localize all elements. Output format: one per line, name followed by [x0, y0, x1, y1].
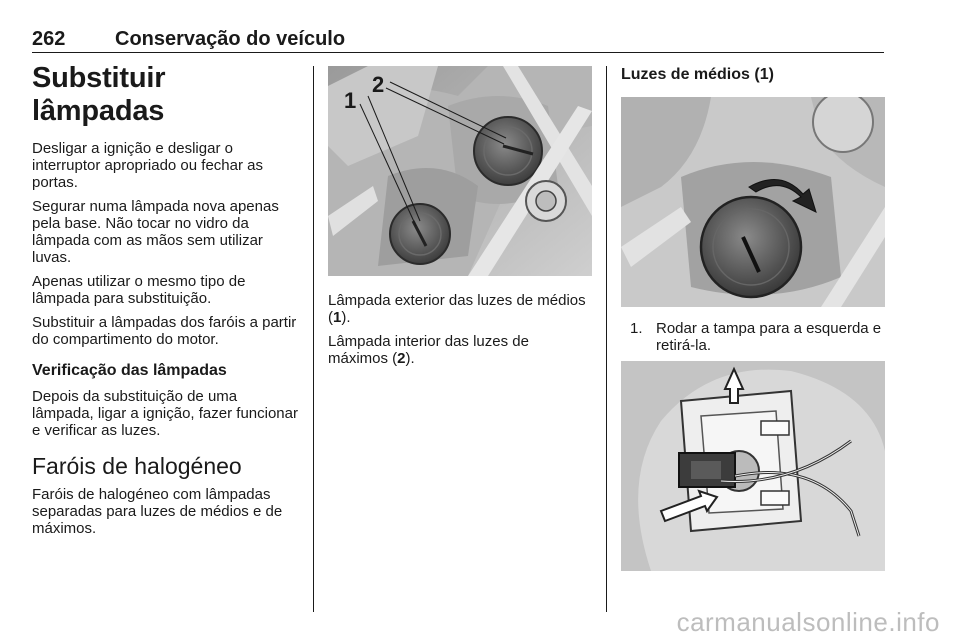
paragraph: Substituir a lâmpadas dos faróis a partir do compartimento do motor. [32, 314, 297, 348]
figure-label-2: 2 [372, 72, 385, 97]
figure-label-1: 1 [344, 88, 357, 113]
chapter-title: Conservação do veículo [115, 28, 346, 50]
column-1 [32, 60, 302, 544]
watermark: carmanualsonline.info [676, 607, 940, 637]
headlamp-rear-figure [328, 66, 592, 276]
caption-outer-low-beam: Lâmpada exterior das luzes de médios (1). [328, 292, 586, 326]
step-number: 1. [630, 320, 643, 337]
section-heading: Substituir lâmpadas [32, 62, 166, 127]
page-header [32, 22, 884, 53]
column-divider-2 [606, 66, 607, 612]
caption-inner-high-beam: Lâmpada interior das luzes de máximos (2). [328, 333, 529, 367]
bulb-connector-figure [621, 361, 885, 571]
paragraph: Faróis de halogéneo com lâmpadas separadas para luzes de médios e de máximos. [32, 486, 283, 537]
page-number: 262 [32, 28, 66, 50]
paragraph: Apenas utilizar o mesmo tipo de lâmpada para substituição. [32, 273, 246, 307]
paragraph: Depois da substituição de uma lâmpada, ligar a ignição, fazer funcionar e verificar as luzes. [32, 388, 298, 439]
section-heading-halogen: Faróis de halogéneo [32, 453, 242, 479]
column-3 [621, 66, 886, 92]
remove-cap-figure [621, 97, 885, 307]
paragraph: Segurar numa lâmpada nova apenas pela base. Não tocar no vidro da lâmpada com as mãos sem utilizar luvas. [32, 198, 279, 266]
step-text: Rodar a tampa para a esquerda e retirá-la. [656, 320, 882, 354]
column-divider-1 [313, 66, 314, 612]
low-beam-heading: Luzes de médios (1) [621, 66, 774, 83]
paragraph: Desligar a ignição e desligar o interruptor apropriado ou fechar as portas. [32, 140, 263, 191]
figure-caption [328, 292, 593, 374]
subheading: Verificação das lâmpadas [32, 362, 227, 379]
